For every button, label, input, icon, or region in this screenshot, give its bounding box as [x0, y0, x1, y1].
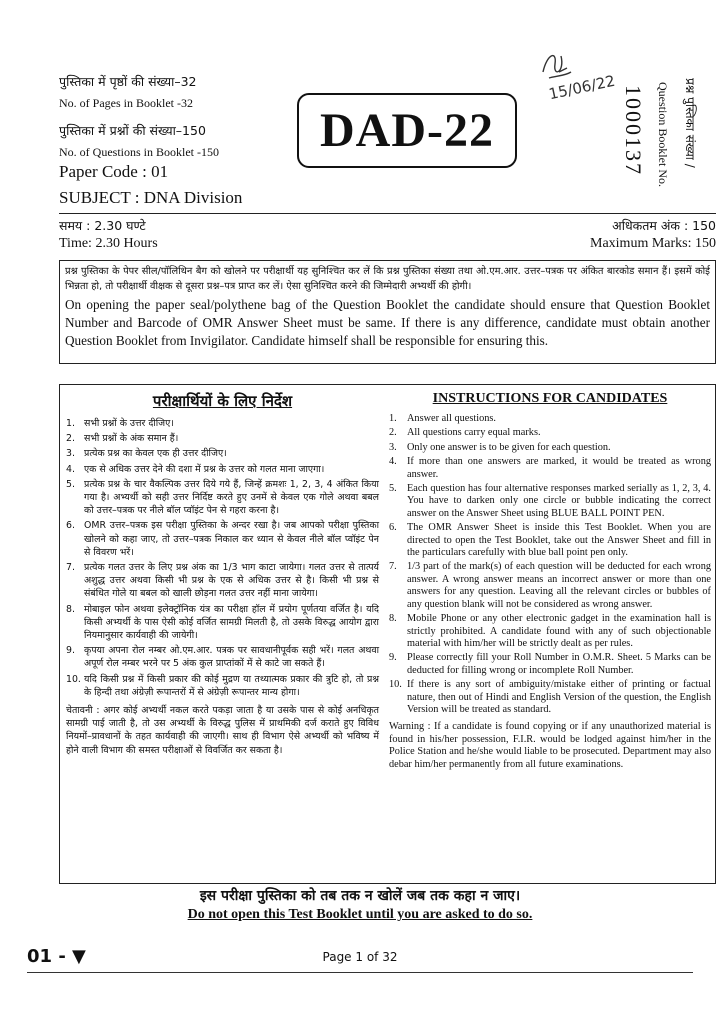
instructions-english-list	[389, 413, 711, 716]
time-hindi: समय : 2.30 घण्टे	[59, 218, 146, 233]
instruction-text: सभी प्रश्नों के उत्तर दीजिए।	[84, 418, 174, 429]
instruction-item	[66, 644, 379, 670]
instructions-english-title: INSTRUCTIONS FOR CANDIDATES	[432, 391, 668, 406]
instruction-number: 3.	[66, 448, 75, 460]
instruction-number: 4.	[66, 463, 75, 475]
instruction-text: Please correctly fill your Roll Number in O.M.R. Sheet. 5 Marks can be deducted for filling wrong or incomplete Roll Number.	[407, 652, 711, 676]
page-code: 01 - ▼	[27, 946, 86, 967]
instruction-item	[389, 561, 711, 611]
instruction-text: प्रत्येक गलत उत्तर के लिए प्रश्न अंक का 1/3 भाग काटा जायेगा। गलत उत्तर से तात्पर्य अशुद्ध उत्तर अथवा किसी भी प्रश्न के एक से अधिक उत्तर से है। किसी भी प्रश्न से संबंधित गोले या बबल को खाली छोड़ना गलत उत्तर नहीं माना जायेगा।	[84, 562, 379, 600]
instruction-text: The OMR Answer Sheet is inside this Test Booklet. When you are directed to open the Test Booklet, take out the Answer Sheet and fill in the particulars carefully with blue ball point pen only.	[407, 522, 711, 559]
subject	[59, 188, 242, 208]
instruction-item	[389, 613, 711, 650]
booklet-code: DAD-22	[297, 93, 517, 168]
instruction-item	[66, 447, 379, 460]
paper-code: Paper Code : 01	[59, 162, 169, 181]
instruction-text: All questions carry equal marks.	[407, 427, 541, 439]
booklet-notice	[59, 260, 716, 364]
warning-hindi: चेतावनी : अगर कोई अभ्यर्थी नकल करते पकड़ा जाता है या उसके पास से कोई अनधिकृत सामग्री पाई जाती है, तो उस अभ्यर्थी के विरुद्ध पुलिस में प्राथमिकी दर्ज कराते हुए विविध नियमों–प्रावधानों के तहत कार्यवाही की जाएगी। साथ ही विभाग ऐसे अभ्यर्थी को भविष्य में होने वाली विभाग की समस्त परीक्षाओं से विवर्जित कर सकता है।	[66, 705, 379, 756]
instruction-number: 5.	[66, 478, 75, 490]
instruction-text: यदि किसी प्रश्न में किसी प्रकार की कोई मुद्रण या तथ्यात्मक प्रकार की त्रुटि हो, तो प्रश्न के हिन्दी तथा अंग्रेज़ी रूपान्तरों में से अंग्रेज़ी रूपान्तर मान्य होगा।	[84, 673, 379, 698]
instruction-text: If more than one answers are marked, it would be treated as wrong answer.	[407, 456, 711, 480]
instructions-hindi	[60, 385, 385, 757]
instruction-text: सभी प्रश्नों के अंक समान हैं।	[84, 433, 179, 445]
instruction-item	[389, 679, 711, 716]
booklet-number-label-hi: प्रश्न पुस्तिका संख्या /	[683, 78, 697, 168]
instruction-number: 5.	[389, 483, 397, 495]
instruction-number: 8.	[389, 613, 397, 625]
instruction-number: 7.	[66, 562, 75, 574]
instructions-panel	[59, 384, 716, 884]
instruction-item	[66, 603, 379, 643]
instruction-item	[389, 652, 711, 677]
instruction-item	[389, 413, 711, 425]
divider	[59, 213, 716, 214]
instruction-number: 3.	[389, 441, 397, 453]
instruction-item	[66, 478, 379, 518]
instruction-item	[389, 483, 711, 520]
instruction-text: प्रत्येक प्रश्न के चार वैकल्पिक उत्तर दिये गये हैं, जिन्हें क्रमशः 1, 2, 3, 4 अंकित किया गया है। अभ्यर्थी को सही उत्तर निर्दिष्ट करते हुए उनमें से केवल एक गोले अथवा बबल को उत्तर–पत्रक पर नीले बॉल प्वॉइंट पेन से गहरा करना है।	[84, 478, 379, 517]
instruction-number: 1.	[389, 413, 397, 424]
instruction-text: प्रत्येक प्रश्न का केवल एक ही उत्तर दीजिए।	[84, 448, 227, 460]
instructions-english	[385, 385, 717, 771]
footer-english: Do not open this Test Booklet until you are asked to do so.	[187, 907, 533, 922]
booklet-number-label-en: Question Booklet No.	[656, 82, 670, 187]
instruction-text: कृपया अपना रोल नम्बर ओ.एम.आर. पत्रक पर सावधानीपूर्वक सही भरें। गलत अथवा अपूर्ण रोल नम्बर भरने पर 5 अंक कुल प्राप्तांकों में से काटे जा सकते हैं।	[84, 645, 379, 670]
instruction-text: एक से अधिक उत्तर देने की दशा में प्रश्न के उत्तर को गलत माना जाएगा।	[84, 463, 325, 475]
instruction-number: 9.	[66, 645, 75, 657]
questions-count-english: No. of Questions in Booklet -150	[59, 145, 219, 159]
svg-text:15/06/22: 15/06/22	[547, 71, 617, 102]
footer-hindi: इस परीक्षा पुस्तिका को तब तक न खोलें जब तक कहा न जाए।	[199, 888, 521, 904]
instruction-item	[66, 519, 379, 559]
instruction-number: 2.	[389, 427, 397, 439]
notice-english: On opening the paper seal/polythene bag of the Question Booklet the candidate should ensure that Question Booklet Number and Barcode of OMR Answer Sheet must be same. If there is any difference, candidate must obtain another Question Booklet from Invigilator. Candidate himself shall be responsible for ensuring this.	[65, 297, 710, 348]
instruction-number: 9.	[389, 652, 397, 664]
marks-hindi: अधिकतम अंक : 150	[612, 218, 716, 233]
footer-divider	[27, 972, 693, 973]
instruction-number: 6.	[66, 520, 75, 532]
instruction-text: मोबाइल फोन अथवा इलेक्ट्रॉनिक यंत्र का परीक्षा हॉल में प्रयोग पूर्णतया वर्जित है। यदि किसी अभ्यर्थी के पास ऐसी कोई वर्जित सामग्री मिलती है, तो उसके विरुद्ध आयोग द्वारा नियमानुसार कार्यवाही की जायेगी।	[84, 603, 379, 642]
instruction-item	[389, 427, 711, 439]
instruction-text: Only one answer is to be given for each question.	[407, 441, 611, 453]
marks-english: Maximum Marks: 150	[590, 236, 716, 251]
instruction-text: OMR उत्तर–पत्रक इस परीक्षा पुस्तिका के अन्दर रखा है। जब आपको परीक्षा पुस्तिका खोलने को कहा जाए, तो उत्तर–पत्रक निकाल कर ध्यान से केवल नीले बॉल प्वॉइंट पेन से विवरण भरें।	[84, 520, 379, 558]
instruction-item	[389, 442, 711, 454]
instruction-number: 10.	[389, 679, 402, 691]
instruction-item	[389, 456, 711, 481]
instruction-text: 1/3 part of the mark(s) of each question will be deducted for each wrong answer. A wrong answer means an incorrect answer or more than one answers for any question. Leaving all the relevant circles or bubbles of any question blank will not be considered as wrong answer.	[407, 561, 711, 610]
instruction-number: 6.	[389, 522, 397, 534]
warning-english: Warning : If a candidate is found copying or if any unauthorized material is found in his/her possession, F.I.R. would be lodged against him/her in the Police Station and he/she would liable to be prosecuted. Department may also debar him/her permanently from all future examinations.	[389, 721, 711, 770]
instruction-number: 1.	[66, 418, 75, 429]
instruction-text: If there is any sort of ambiguity/mistake either of printing or factual nature, then out of Hindi and English Version of the question, the English Version will be treated as standard.	[407, 679, 711, 715]
instruction-text: Mobile Phone or any other electronic gadget in the examination hall is strictly prohibited. A candidate found with any of such objectionable material with him/her will be strictly dealt as per rules.	[407, 613, 711, 649]
page-number: Page 1 of 32	[322, 950, 398, 964]
notice-hindi: प्रश्न पुस्तिका के पेपर सील/पॉलिथिन बैग को खोलने पर परीक्षार्थी यह सुनिश्चित कर लें कि प्रश्न पुस्तिका संख्या तथा ओ.एम.आर. उत्तर–पत्रक पर अंकित बारकोड समान हैं। इसमें कोई भिन्नता हो, तो परीक्षार्थी वीक्षक से दूसरा प्रश्न–पत्र प्राप्त कर लें। ऐसा सुनिश्चित करने की जिम्मेदारी अभ्यर्थी की होगी।	[65, 266, 710, 292]
questions-count-hindi: पुस्तिका में प्रश्नों की संख्या–150	[59, 123, 206, 138]
instruction-item	[66, 561, 379, 601]
instruction-item	[389, 522, 711, 559]
pages-count-hindi: पुस्तिका में पृष्ठों की संख्या–32	[59, 74, 197, 89]
instruction-number: 4.	[389, 456, 397, 468]
handwritten-signature	[535, 42, 630, 102]
instructions-hindi-list	[66, 417, 379, 699]
instruction-item	[66, 673, 379, 699]
instruction-number: 8.	[66, 603, 75, 615]
time-english: Time: 2.30 Hours	[59, 236, 158, 251]
instruction-item	[66, 417, 379, 430]
instruction-text: Answer all questions.	[407, 413, 496, 424]
booklet-number: 1000137	[621, 85, 646, 176]
instruction-number: 10.	[66, 673, 81, 685]
subject-text: SUBJECT : DNA Division	[59, 188, 243, 207]
instructions-hindi-title: परीक्षार्थियों के लिए निर्देश	[152, 392, 293, 410]
pages-count-english: No. of Pages in Booklet -32	[59, 96, 193, 110]
instruction-item	[66, 432, 379, 445]
instruction-number: 2.	[66, 433, 75, 445]
instruction-text: Each question has four alternative responses marked serially as 1, 2, 3, 4. You have to darken only one circle or bubble indicating the correct answer on the Answer Sheet using BLUE BALL POINT PEN.	[407, 483, 711, 519]
instruction-number: 7.	[389, 561, 397, 573]
instruction-item	[66, 463, 379, 476]
